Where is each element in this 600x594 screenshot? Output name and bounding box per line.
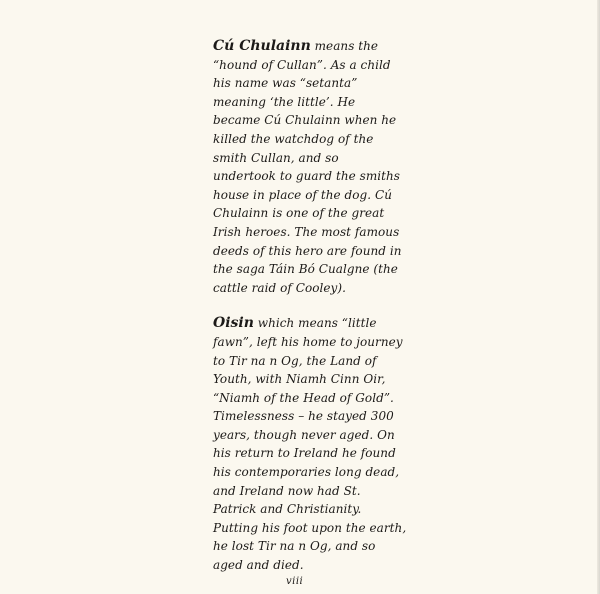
entry-first-line xyxy=(213,314,377,333)
entry-line: he lost Tir na n Og, and so xyxy=(213,539,376,554)
entry-line: cattle raid of Cooley). xyxy=(213,280,346,295)
entry-oisin xyxy=(213,314,407,574)
entry-heading: Oisin xyxy=(213,315,254,332)
entry-line: smith Cullan, and so xyxy=(213,150,339,165)
entry-line: fawn”, left his home to journey xyxy=(213,334,403,349)
page-number: viii xyxy=(286,576,304,587)
entry-line: his contemporaries long dead, xyxy=(213,465,400,480)
entry-line: and Ireland now had St. xyxy=(213,483,361,498)
entry-line: deeds of this hero are found in xyxy=(213,243,402,258)
entry-line: Putting his foot upon the earth, xyxy=(213,520,407,535)
entry-line: Patrick and Christianity. xyxy=(213,502,362,517)
entry-cu-chulainn xyxy=(213,37,402,297)
entry-line: house in place of the dog. Cú xyxy=(213,187,392,202)
entry-line: the saga Táin Bó Cualgne (the xyxy=(213,262,398,277)
entry-line: Irish heroes. The most famous xyxy=(213,224,400,239)
entry-line: his name was “setanta” xyxy=(213,76,358,91)
entry-line: “Niamh of the Head of Gold”. xyxy=(213,390,394,405)
entry-line: became Cú Chulainn when he xyxy=(213,113,397,128)
entry-line: undertook to guard the smiths xyxy=(213,169,400,184)
entry-line: Youth, with Niamh Cinn Oir, xyxy=(213,372,386,387)
entry-line: “hound of Cullan”. As a child xyxy=(213,57,391,72)
entry-heading: Cú Chulainn xyxy=(213,38,311,54)
entry-line: years, though never aged. On xyxy=(213,427,395,442)
entry-line: Timelessness – he stayed 300 xyxy=(213,409,394,424)
entry-first-line xyxy=(213,37,379,56)
entry-line: Chulainn is one of the great xyxy=(213,206,385,221)
entry-line: his return to Ireland he found xyxy=(213,446,396,461)
text-column xyxy=(213,37,407,575)
entry-line: to Tir na n Og, the Land of xyxy=(213,353,377,368)
entry-line: meaning ‘the little’. He xyxy=(213,94,356,109)
entry-line: aged and died. xyxy=(213,558,304,573)
entry-line: which means “little xyxy=(253,316,377,331)
entry-line: killed the watchdog of the xyxy=(213,131,374,146)
entry-line: means the xyxy=(310,39,379,53)
